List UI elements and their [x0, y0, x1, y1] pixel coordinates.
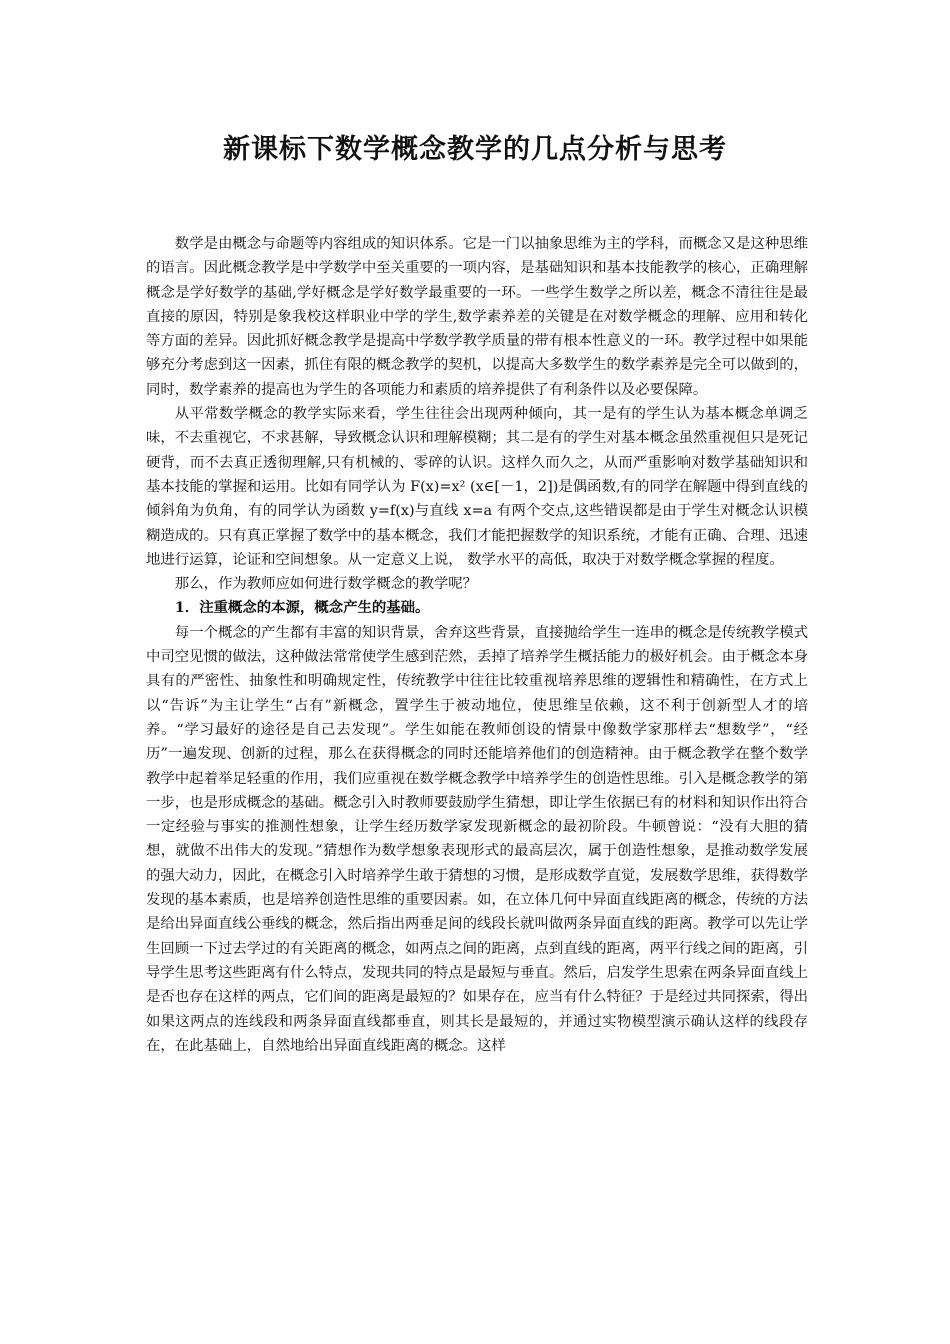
paragraph-intro: 数学是由概念与命题等内容组成的知识体系。它是一门以抽象思维为主的学科，而概念又是这种思维的语言。因此概念教学是中学数学中至关重要的一项内容，是基础知识和基本技能教学的核心，正确理解概念是学好数学的基础,学好概念是学好数学最重要的一环。一些学生数学之所以差，概念不清往往是最直接的原因，特别是象我校这样职业中学的学生,数学素养差的关键是在对数学概念的理解、应用和转化等方面的差异。因此抓好概念教学是提高中学数学教学质量的带有根本性意义的一环。教学过程中如果能够充分考虑到这一因素，抓住有限的概念教学的契机，以提高大多数学生的数学素养是完全可以做到的，同时，数学素养的提高也为学生的各项能力和素质的培养提供了有利条件以及必要保障。 [146, 236, 808, 398]
paragraph-tendencies: 从平常数学概念的教学实际来看，学生往往会出现两种倾向，其一是有的学生认为基本概念单调乏味，不去重视它，不求甚解，导致概念认识和理解模糊；其二是有的学生对基本概念虽然重视但只是死记硬背，而不去真正透彻理解,只有机械的、零碎的认识。这样久而久之，从而严重影响对数学基础知识和基本技能的掌握和运用。比如有同学认为 F(x)=x² (x∈[－1，2])是偶函数,有的同学在解题中得到直线的倾斜角为负角，有的同学认为函数 y=f(x)与直线 x=a 有两个交点,这些错误都是由于学生对概念认识模糊造成的。只有真正掌握了数学中的基本概念，我们才能把握数学的知识系统，才能有正确、合理、迅速地进行运算，论证和空间想象。从一定意义上说， 数学水平的高低，取决于对数学概念掌握的程度。 [146, 406, 808, 568]
paragraph-section-1: 每一个概念的产生都有丰富的知识背景，舍弃这些背景，直接抛给学生一连串的概念是传统教学模式中司空见惯的做法，这种做法常常使学生感到茫然，丢掉了培养学生概括能力的极好机会。由于概念本身具有的严密性、抽象性和明确规定性，传统教学中往往比较重视培养思维的逻辑性和精确性，在方式上以“告诉”为主让学生“占有”新概念，置学生于被动地位，使思维呈依赖，这不利于创新型人才的培养。“学习最好的途径是自己去发现”。学生如能在教师创设的情景中像数学家那样去“想数学”，“经历”一遍发现、创新的过程，那么在获得概念的同时还能培养他们的创造精神。由于概念教学在整个数学教学中起着举足轻重的作用，我们应重视在数学概念教学中培养学生的创造性思维。引入是概念教学的第一步，也是形成概念的基础。概念引入时教师要鼓励学生猜想，即让学生依据已有的材料和知识作出符合一定经验与事实的推测性想象，让学生经历数学家发现新概念的最初阶段。牛顿曾说：“没有大胆的猜想，就做不出伟大的发现。”猜想作为数学想象表现形式的最高层次，属于创造性想象，是推动数学发展的强大动力，因此，在概念引入时培养学生敢于猜想的习惯，是形成数学直觉，发展数学思维，获得数学发现的基本素质，也是培养创造性思维的重要因素。如，在立体几何中异面直线距离的概念，传统的方法是给出异面直线公垂线的概念，然后指出两垂足间的线段长就叫做两条异面直线的距离。教学可以先让学生回顾一下过去学过的有关距离的概念，如两点之间的距离，点到直线的距离，两平行线之间的距离，引导学生思考这些距离有什么特点，发现共同的特点是最短与垂直。然后，启发学生思索在两条异面直线上是否也存在这样的两点，它们间的距离是最短的？如果存在，应当有什么特征？于是经过共同探索，得出如果这两点的连线段和两条异面直线都垂直，则其长是最短的，并通过实物模型演示确认这样的线段存在，在此基础上，自然地给出异面直线距离的概念。这样 [146, 624, 808, 1054]
document-body [146, 232, 808, 1058]
section-heading-1: 1．注重概念的本源，概念产生的基础。 [174, 599, 430, 617]
paragraph-question: 那么，作为教师应如何进行数学概念的教学呢？ [174, 576, 478, 593]
document-title: 新课标下数学概念教学的几点分析与思考 [223, 134, 727, 165]
